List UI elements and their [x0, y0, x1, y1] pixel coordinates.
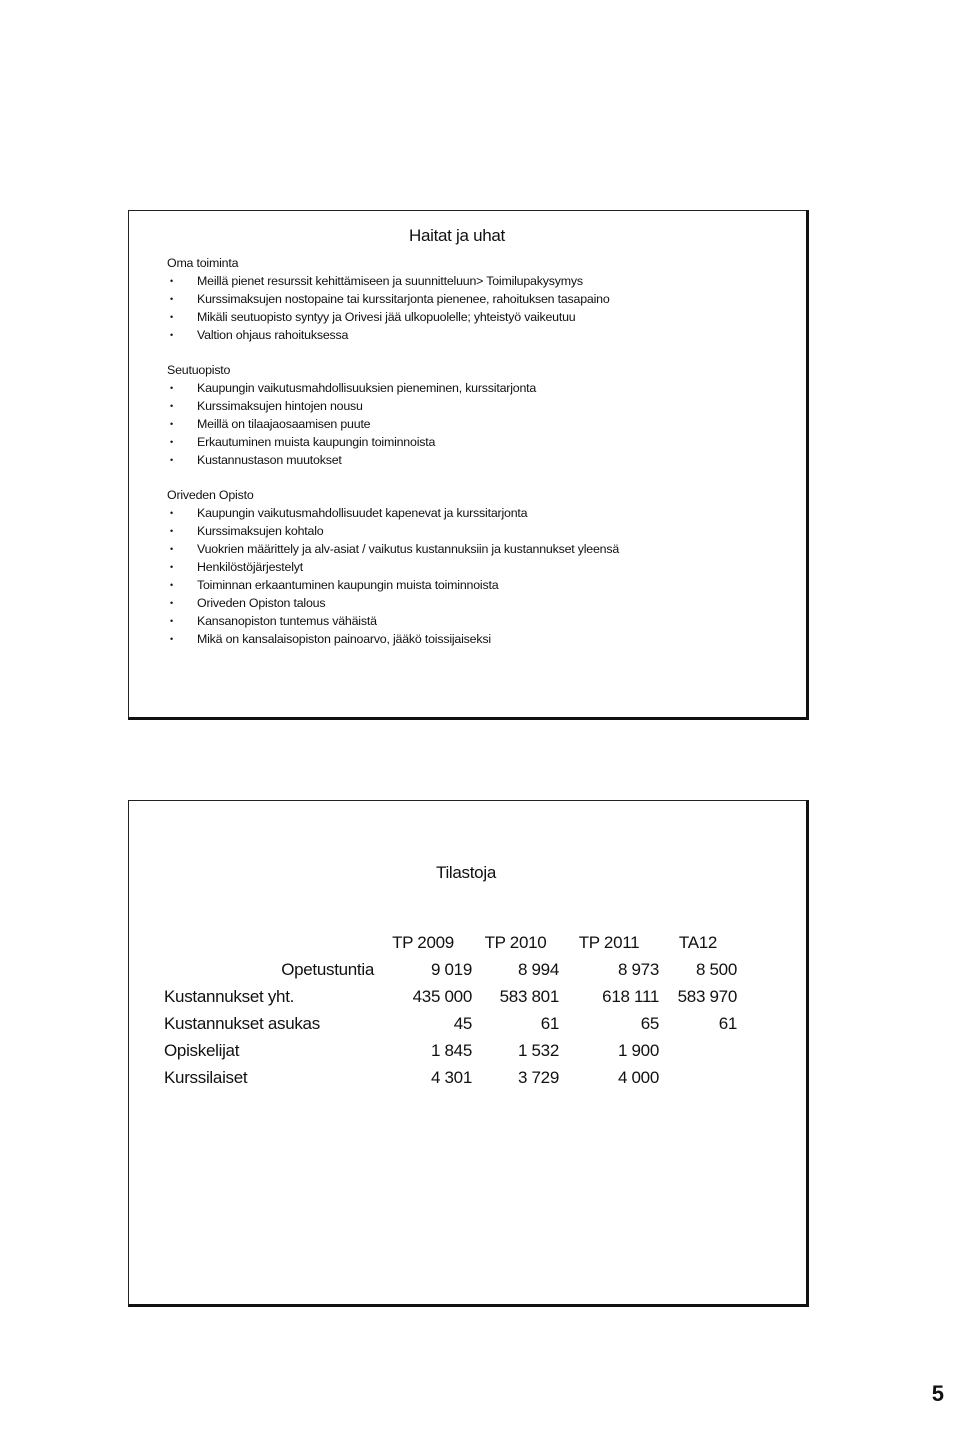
- list-item-text: Kansanopiston tuntemus vähäistä: [197, 614, 377, 628]
- row-label: Kurssilaiset: [164, 1067, 248, 1087]
- list-item: [167, 576, 796, 594]
- bullet-icon: •: [170, 544, 173, 554]
- row-label: Opiskelijat: [164, 1040, 240, 1060]
- list-item-text: Kustannustason muutokset: [197, 453, 342, 467]
- list-item-text: Kurssimaksujen hintojen nousu: [197, 399, 363, 413]
- table-row: [164, 983, 737, 1010]
- list-item-text: Meillä pienet resurssit kehittämiseen ja suunnitteluun> Toimilupakysymys: [197, 274, 583, 288]
- table-cell: 8 994: [517, 959, 559, 979]
- bullet-icon: •: [170, 634, 173, 644]
- bullet-icon: •: [170, 294, 173, 304]
- section-heading: Oma toiminta: [167, 256, 239, 270]
- bullet-list: [167, 379, 796, 469]
- table-cell: 65: [640, 1013, 659, 1033]
- row-label: Kustannukset yht.: [164, 986, 295, 1006]
- bullet-icon: •: [170, 598, 173, 608]
- slide-haitat-ja-uhat: [128, 210, 809, 720]
- column-header: TP 2011: [578, 932, 640, 952]
- list-item: [167, 415, 796, 433]
- bullet-icon: •: [170, 580, 173, 590]
- list-item: [167, 308, 796, 326]
- section-seutuopisto: [167, 361, 796, 469]
- bullet-icon: •: [170, 455, 173, 465]
- bullet-icon: •: [170, 526, 173, 536]
- table-cell: 583 801: [499, 986, 559, 1006]
- list-item: [167, 326, 796, 344]
- section-heading: Oriveden Opisto: [167, 488, 254, 502]
- table-cell: 3 729: [517, 1067, 559, 1087]
- table-cell: 618 111: [602, 986, 659, 1006]
- list-item: [167, 290, 796, 308]
- section-oma-toiminta: [167, 254, 796, 344]
- list-item: [167, 433, 796, 451]
- list-item-text: Toiminnan erkaantuminen kaupungin muista toiminnoista: [197, 578, 499, 592]
- bullet-icon: •: [170, 330, 173, 340]
- list-item-text: Kurssimaksujen kohtalo: [197, 524, 324, 538]
- table-row: [164, 1010, 737, 1037]
- slide-content: [167, 254, 796, 665]
- bullet-icon: •: [170, 312, 173, 322]
- list-item-text: Oriveden Opiston talous: [197, 596, 326, 610]
- column-header: TP 2009: [392, 932, 454, 952]
- table-cell: 8 973: [617, 959, 659, 979]
- list-item: [167, 272, 796, 290]
- list-item: [167, 630, 796, 648]
- table-cell: 1 900: [617, 1040, 659, 1060]
- table-header-empty: [164, 929, 374, 956]
- slide-title: Haitat ja uhat: [409, 226, 505, 245]
- table-cell: 45: [453, 1013, 472, 1033]
- table-cell: 8 500: [695, 959, 737, 979]
- table-cell: 61: [540, 1013, 559, 1033]
- statistics-table: [164, 929, 737, 1091]
- bullet-icon: •: [170, 419, 173, 429]
- row-label: Opetustuntia: [281, 959, 374, 979]
- list-item: [167, 558, 796, 576]
- table-cell: [659, 1064, 737, 1091]
- list-item: [167, 522, 796, 540]
- list-item: [167, 451, 796, 469]
- table-cell: 1 532: [517, 1040, 559, 1060]
- list-item-text: Meillä on tilaajaosaamisen puute: [197, 417, 371, 431]
- slide-tilastoja: [128, 800, 809, 1307]
- bullet-icon: •: [170, 562, 173, 572]
- table-cell: [659, 1037, 737, 1064]
- table-cell: 435 000: [412, 986, 472, 1006]
- table-cell: 1 845: [430, 1040, 472, 1060]
- table-cell: 4 000: [617, 1067, 659, 1087]
- list-item-text: Vuokrien määrittely ja alv-asiat / vaikutus kustannuksiin ja kustannukset yleensä: [197, 542, 620, 556]
- table-cell: 4 301: [430, 1067, 472, 1087]
- list-item-text: Mikäli seutuopisto syntyy ja Orivesi jää ulkopuolelle; yhteistyö vaikeutuu: [197, 310, 576, 324]
- table-row: [164, 1037, 737, 1064]
- bullet-icon: •: [170, 616, 173, 626]
- bullet-icon: •: [170, 401, 173, 411]
- list-item-text: Henkilöstöjärjestelyt: [197, 560, 303, 574]
- table-cell: 583 970: [677, 986, 737, 1006]
- section-heading: Seutuopisto: [167, 363, 231, 377]
- table-cell: 9 019: [430, 959, 472, 979]
- bullet-icon: •: [170, 508, 173, 518]
- list-item-text: Kaupungin vaikutusmahdollisuudet kapenevat ja kurssitarjonta: [197, 506, 528, 520]
- list-item: [167, 504, 796, 522]
- bullet-list: [167, 504, 796, 648]
- page-number: 5: [931, 1381, 944, 1406]
- bullet-icon: •: [170, 276, 173, 286]
- table-row: [164, 956, 737, 983]
- list-item-text: Kaupungin vaikutusmahdollisuuksien pieneminen, kurssitarjonta: [197, 381, 537, 395]
- slide-title: Tilastoja: [436, 863, 496, 882]
- list-item: [167, 612, 796, 630]
- bullet-list: [167, 272, 796, 344]
- list-item: [167, 397, 796, 415]
- column-header: TP 2010: [484, 932, 547, 952]
- section-oriveden-opisto: [167, 486, 796, 648]
- list-item-text: Mikä on kansalaisopiston painoarvo, jääkö toissijaiseksi: [197, 632, 491, 646]
- bullet-icon: •: [170, 383, 173, 393]
- list-item-text: Kurssimaksujen nostopaine tai kurssitarjonta pienenee, rahoituksen tasapaino: [197, 292, 610, 306]
- table-row: [164, 1064, 737, 1091]
- table-cell: 61: [718, 1013, 737, 1033]
- bullet-icon: •: [170, 437, 173, 447]
- list-item-text: Valtion ohjaus rahoituksessa: [197, 328, 349, 342]
- column-header: TA12: [678, 932, 718, 952]
- row-label: Kustannukset asukas: [164, 1013, 320, 1033]
- list-item: [167, 594, 796, 612]
- table-header-row: [164, 929, 737, 956]
- list-item-text: Erkautuminen muista kaupungin toiminnoista: [197, 435, 436, 449]
- list-item: [167, 540, 796, 558]
- list-item: [167, 379, 796, 397]
